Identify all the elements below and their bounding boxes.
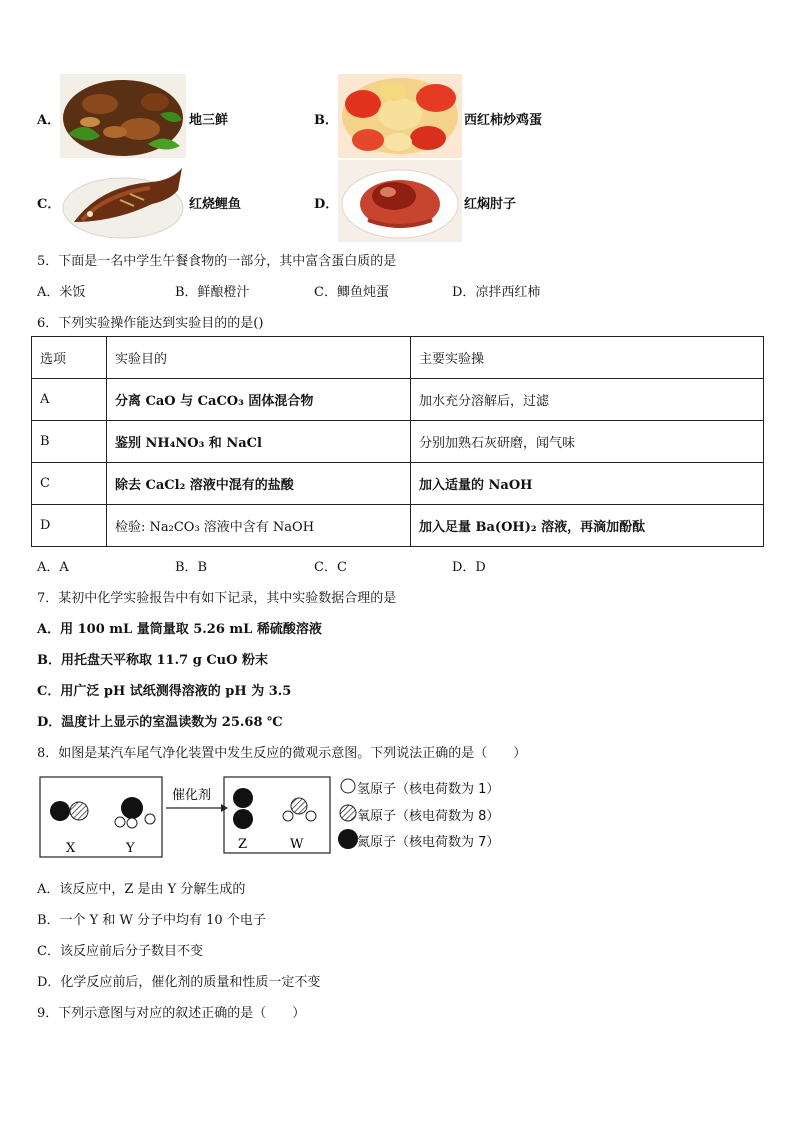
label-w: W	[290, 837, 304, 852]
legend-hydrogen: 氢原子（核电荷数为 1）	[357, 782, 500, 797]
table-row	[32, 421, 764, 463]
q7-option-c: C．用广泛 pH 试纸测得溶液的 pH 为 3.5	[37, 684, 292, 699]
w-hydrogen-atom	[283, 811, 293, 821]
q4-option-a-letter: A．	[37, 113, 61, 128]
table-cell: 检验: Na₂CO₃ 溶液中含有 NaOH	[107, 505, 411, 547]
q6-option-c: C．C	[314, 560, 347, 575]
y-hydrogen-atom	[115, 817, 125, 827]
catalyst-label: 催化剂	[172, 788, 212, 803]
q4-option-d-name: 红焖肘子	[464, 197, 517, 212]
label-x: X	[66, 841, 76, 856]
w-hydrogen-atom	[306, 811, 316, 821]
x-oxygen-atom	[70, 802, 88, 820]
table-cell: A	[32, 379, 107, 421]
table-cell: 鉴别 NH₄NO₃ 和 NaCl	[107, 421, 411, 463]
label-y: Y	[126, 841, 135, 856]
table-cell: 分离 CaO 与 CaCO₃ 固体混合物	[107, 379, 411, 421]
table-header-cell: 选项	[32, 337, 107, 379]
q4-option-b-name: 西红柿炒鸡蛋	[464, 113, 543, 128]
q5-option-b: B．鲜酿橙汁	[175, 285, 250, 300]
y-hydrogen-atom	[127, 818, 137, 828]
q8-option-d: D．化学反应前后，催化剂的质量和性质一定不变	[37, 975, 321, 990]
q8-option-a: A．该反应中，Z 是由 Y 分解生成的	[37, 882, 246, 897]
braised-pork-knuckle-photo	[338, 160, 462, 242]
y-nitrogen-atom	[121, 797, 143, 819]
table-cell: 加水充分溶解后，过滤	[411, 379, 764, 421]
q8-reaction-diagram	[38, 774, 338, 860]
table-cell: B	[32, 421, 107, 463]
q6-option-d: D．D	[452, 560, 486, 575]
q5-option-a: A．米饭	[37, 285, 86, 300]
q4-option-d-letter: D．	[314, 197, 339, 212]
q8-option-b: B．一个 Y 和 W 分子中均有 10 个电子	[37, 913, 266, 928]
q7-option-d: D．温度计上显示的室温读数为 25.68 ℃	[37, 715, 283, 730]
q5-option-d: D．凉拌西红柿	[452, 285, 541, 300]
q4-option-c-name: 红烧鲤鱼	[189, 197, 242, 212]
q5-option-c: C．鲫鱼炖蛋	[314, 285, 389, 300]
table-header-cell: 实验目的	[107, 337, 411, 379]
q6-option-a: A．A	[37, 560, 69, 575]
q4-option-b-letter: B．	[314, 113, 338, 128]
table-cell: 加入适量的 NaOH	[411, 463, 764, 505]
q9-stem: 9．下列示意图与对应的叙述正确的是（ ）	[37, 1006, 306, 1021]
oxygen-legend-icon	[340, 805, 356, 821]
table-cell: 加入足量 Ba(OH)₂ 溶液，再滴加酚酞	[411, 505, 764, 547]
q4-option-c-letter: C．	[37, 197, 61, 212]
q6-table	[31, 336, 764, 547]
table-cell: C	[32, 463, 107, 505]
label-z: Z	[238, 837, 248, 852]
q7-stem: 7．某初中化学实验报告中有如下记录，其中实验数据合理的是	[37, 591, 397, 606]
x-nitrogen-atom	[50, 801, 70, 821]
legend-nitrogen: 氮原子（核电荷数为 7）	[357, 835, 500, 850]
q8-legend-symbols	[338, 776, 358, 850]
q5-stem: 5．下面是一名中学生午餐食物的一部分，其中富含蛋白质的是	[37, 254, 397, 269]
table-row	[32, 463, 764, 505]
table-row	[32, 379, 764, 421]
w-oxygen-atom	[291, 798, 307, 814]
table-cell: 除去 CaCl₂ 溶液中混有的盐酸	[107, 463, 411, 505]
tomato-egg-photo	[338, 74, 462, 158]
q4-option-a-name: 地三鲜	[189, 113, 229, 128]
table-header-row	[32, 337, 764, 379]
z-nitrogen-atom	[233, 788, 253, 808]
y-hydrogen-atom	[145, 814, 155, 824]
q6-stem: 6．下列实验操作能达到实验目的的是()	[37, 316, 264, 331]
legend-oxygen: 氧原子（核电荷数为 8）	[357, 809, 500, 824]
braised-carp-photo	[60, 160, 186, 242]
table-row	[32, 505, 764, 547]
nitrogen-legend-icon	[338, 829, 358, 849]
q8-option-c: C．该反应前后分子数目不变	[37, 944, 203, 959]
q8-stem: 8．如图是某汽车尾气净化装置中发生反应的微观示意图。下列说法正确的是（ ）	[37, 746, 527, 761]
q7-option-a: A．用 100 mL 量筒量取 5.26 mL 稀硫酸溶液	[37, 622, 322, 637]
hydrogen-legend-icon	[341, 779, 355, 793]
q6-option-b: B．B	[175, 560, 208, 575]
table-cell: D	[32, 505, 107, 547]
z-nitrogen-atom	[233, 809, 253, 829]
q7-option-b: B．用托盘天平称取 11.7 g CuO 粉末	[37, 653, 268, 668]
di-san-xian-photo	[60, 74, 186, 158]
table-header-cell: 主要实验操	[411, 337, 764, 379]
table-cell: 分别加熟石灰研磨，闻气味	[411, 421, 764, 463]
